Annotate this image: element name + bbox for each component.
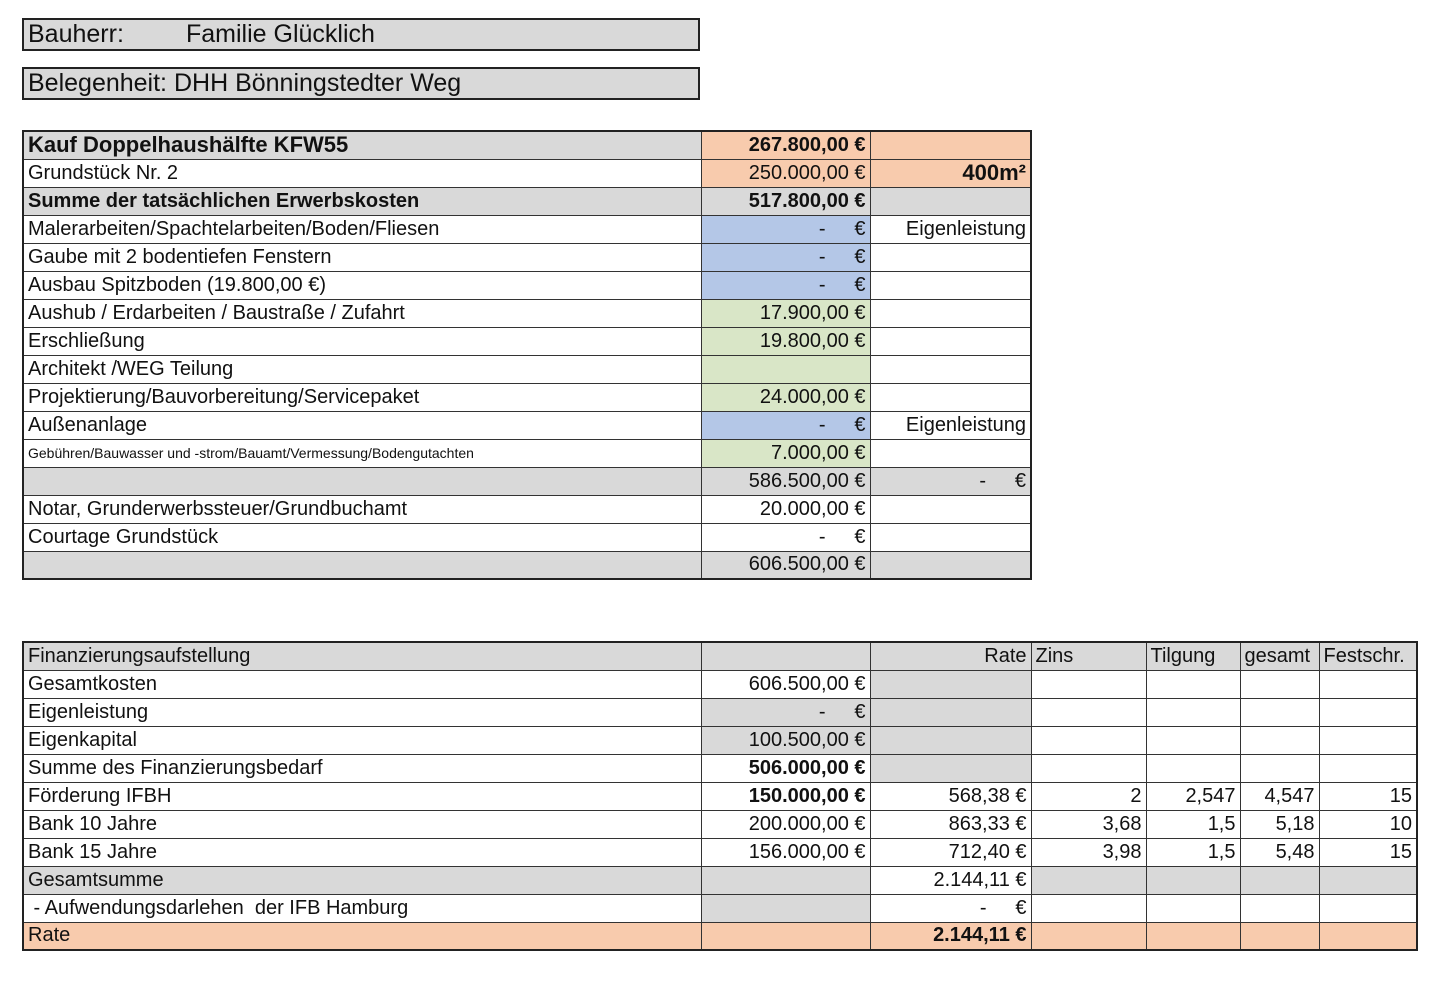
fin-zins [1031, 922, 1146, 950]
fin-tilgung [1146, 922, 1240, 950]
table-row [23, 698, 1417, 726]
fin-rate: 2.144,11 € [870, 922, 1031, 950]
cost-label: Gaube mit 2 bodentiefen Fenstern [23, 243, 701, 271]
fin-tilgung [1146, 866, 1240, 894]
header-gesamt: gesamt [1240, 642, 1319, 670]
fin-tilgung: 2,547 [1146, 782, 1240, 810]
fin-rate: 568,38 € [870, 782, 1031, 810]
header-rate: Rate [870, 642, 1031, 670]
table-row [23, 810, 1417, 838]
cost-amount [701, 355, 870, 383]
fin-rate: 712,40 € [870, 838, 1031, 866]
cost-note [870, 243, 1031, 271]
fin-amount: 200.000,00 € [701, 810, 870, 838]
header-amount [701, 642, 870, 670]
table-row [23, 551, 1031, 579]
cost-amount: 17.900,00 € [701, 299, 870, 327]
fin-label: Förderung IFBH [23, 782, 701, 810]
cost-amount: - € [701, 523, 870, 551]
fin-rate [870, 726, 1031, 754]
fin-gesamt [1240, 866, 1319, 894]
fin-label: Eigenleistung [23, 698, 701, 726]
table-row [23, 894, 1417, 922]
fin-amount [701, 894, 870, 922]
fin-amount [701, 922, 870, 950]
cost-label: Architekt /WEG Teilung [23, 355, 701, 383]
cost-label: Kauf Doppelhaushälfte KFW55 [23, 131, 701, 159]
fin-label: Bank 15 Jahre [23, 838, 701, 866]
fin-amount [701, 866, 870, 894]
header-festschr: Festschr. [1319, 642, 1417, 670]
cost-amount: - € [701, 411, 870, 439]
cost-label: Außenanlage [23, 411, 701, 439]
fin-tilgung [1146, 754, 1240, 782]
fin-amount: - € [701, 698, 870, 726]
fin-rate [870, 670, 1031, 698]
fin-festschr [1319, 922, 1417, 950]
cost-note [870, 523, 1031, 551]
cost-label: Courtage Grundstück [23, 523, 701, 551]
cost-note [870, 383, 1031, 411]
table-row [23, 271, 1031, 299]
fin-gesamt [1240, 894, 1319, 922]
fin-tilgung [1146, 670, 1240, 698]
bauherr-field [22, 18, 700, 51]
fin-amount: 150.000,00 € [701, 782, 870, 810]
fin-festschr [1319, 754, 1417, 782]
table-row [23, 131, 1031, 159]
belegenheit-value: DHH Bönningstedter Weg [173, 69, 462, 97]
fin-festschr: 15 [1319, 838, 1417, 866]
table-row [23, 922, 1417, 950]
fin-rate: 863,33 € [870, 810, 1031, 838]
cost-label: Projektierung/Bauvorbereitung/Servicepaket [23, 383, 701, 411]
fin-gesamt: 4,547 [1240, 782, 1319, 810]
cost-label: Ausbau Spitzboden (19.800,00 €) [23, 271, 701, 299]
cost-note: Eigenleistung [870, 411, 1031, 439]
cost-label [23, 551, 701, 579]
table-row [23, 327, 1031, 355]
cost-note [870, 495, 1031, 523]
cost-note [870, 299, 1031, 327]
fin-tilgung: 1,5 [1146, 810, 1240, 838]
cost-label: Aushub / Erdarbeiten / Baustraße / Zufahrt [23, 299, 701, 327]
table-row [23, 159, 1031, 187]
table-row [23, 866, 1417, 894]
cost-label [23, 467, 701, 495]
fin-amount: 100.500,00 € [701, 726, 870, 754]
cost-note: Eigenleistung [870, 215, 1031, 243]
table-row [23, 670, 1417, 698]
table-row [23, 411, 1031, 439]
cost-amount: - € [701, 271, 870, 299]
table-row [23, 439, 1031, 467]
fin-festschr [1319, 726, 1417, 754]
fin-amount: 156.000,00 € [701, 838, 870, 866]
fin-festschr: 10 [1319, 810, 1417, 838]
cost-label: Malerarbeiten/Spachtelarbeiten/Boden/Fliesen [23, 215, 701, 243]
fin-zins [1031, 866, 1146, 894]
fin-gesamt [1240, 922, 1319, 950]
fin-zins: 3,98 [1031, 838, 1146, 866]
fin-festschr: 15 [1319, 782, 1417, 810]
cost-amount: 20.000,00 € [701, 495, 870, 523]
cost-note [870, 131, 1031, 159]
fin-label: Rate [23, 922, 701, 950]
fin-tilgung [1146, 726, 1240, 754]
table-row [23, 215, 1031, 243]
fin-tilgung [1146, 698, 1240, 726]
table-row [23, 726, 1417, 754]
header-zins: Zins [1031, 642, 1146, 670]
table-row [23, 523, 1031, 551]
fin-label: Bank 10 Jahre [23, 810, 701, 838]
financing-title: Finanzierungsaufstellung [23, 642, 701, 670]
cost-label: Erschließung [23, 327, 701, 355]
table-row [23, 467, 1031, 495]
cost-amount: 7.000,00 € [701, 439, 870, 467]
fin-tilgung [1146, 894, 1240, 922]
fin-label: Gesamtsumme [23, 866, 701, 894]
table-header-row [23, 642, 1417, 670]
header-tilgung: Tilgung [1146, 642, 1240, 670]
fin-zins [1031, 670, 1146, 698]
financing-table [22, 641, 1418, 951]
belegenheit-label: Belegenheit: [28, 69, 168, 97]
fin-label: Gesamtkosten [23, 670, 701, 698]
fin-zins [1031, 894, 1146, 922]
fin-festschr [1319, 698, 1417, 726]
fin-gesamt [1240, 670, 1319, 698]
fin-gesamt [1240, 726, 1319, 754]
cost-table [22, 130, 1032, 580]
table-row [23, 838, 1417, 866]
fin-gesamt [1240, 698, 1319, 726]
cost-amount: 267.800,00 € [701, 131, 870, 159]
fin-rate [870, 754, 1031, 782]
fin-festschr [1319, 866, 1417, 894]
fin-zins [1031, 754, 1146, 782]
fin-gesamt: 5,48 [1240, 838, 1319, 866]
fin-festschr [1319, 670, 1417, 698]
cost-note [870, 187, 1031, 215]
cost-note [870, 355, 1031, 383]
cost-note [870, 327, 1031, 355]
cost-amount: 517.800,00 € [701, 187, 870, 215]
fin-label: - Aufwendungsdarlehen der IFB Hamburg [23, 894, 701, 922]
bauherr-label: Bauherr: [28, 20, 124, 48]
cost-note [870, 271, 1031, 299]
cost-amount: 250.000,00 € [701, 159, 870, 187]
cost-amount: 19.800,00 € [701, 327, 870, 355]
cost-note [870, 439, 1031, 467]
fin-amount: 506.000,00 € [701, 754, 870, 782]
fin-zins: 2 [1031, 782, 1146, 810]
fin-zins: 3,68 [1031, 810, 1146, 838]
cost-amount: - € [701, 215, 870, 243]
fin-label: Eigenkapital [23, 726, 701, 754]
fin-zins [1031, 726, 1146, 754]
fin-tilgung: 1,5 [1146, 838, 1240, 866]
fin-gesamt [1240, 754, 1319, 782]
table-row [23, 754, 1417, 782]
cost-amount: 24.000,00 € [701, 383, 870, 411]
cost-label: Summe der tatsächlichen Erwerbskosten [23, 187, 701, 215]
table-row [23, 299, 1031, 327]
cost-amount: - € [701, 243, 870, 271]
fin-rate: - € [870, 894, 1031, 922]
bauherr-value: Familie Glücklich [186, 20, 375, 48]
table-row [23, 355, 1031, 383]
cost-amount: 606.500,00 € [701, 551, 870, 579]
fin-rate: 2.144,11 € [870, 866, 1031, 894]
cost-amount: 586.500,00 € [701, 467, 870, 495]
fin-rate [870, 698, 1031, 726]
cost-label: Gebühren/Bauwasser und -strom/Bauamt/Vermessung/Bodengutachten [23, 439, 701, 467]
cost-label: Grundstück Nr. 2 [23, 159, 701, 187]
table-row [23, 383, 1031, 411]
fin-festschr [1319, 894, 1417, 922]
table-row [23, 243, 1031, 271]
fin-gesamt: 5,18 [1240, 810, 1319, 838]
fin-zins [1031, 698, 1146, 726]
cost-label: Notar, Grunderwerbssteuer/Grundbuchamt [23, 495, 701, 523]
fin-label: Summe des Finanzierungsbedarf [23, 754, 701, 782]
cost-note [870, 551, 1031, 579]
table-row [23, 495, 1031, 523]
table-row [23, 187, 1031, 215]
belegenheit-field [22, 67, 700, 100]
fin-amount: 606.500,00 € [701, 670, 870, 698]
cost-note: 400m² [870, 159, 1031, 187]
table-row [23, 782, 1417, 810]
cost-note: - € [870, 467, 1031, 495]
